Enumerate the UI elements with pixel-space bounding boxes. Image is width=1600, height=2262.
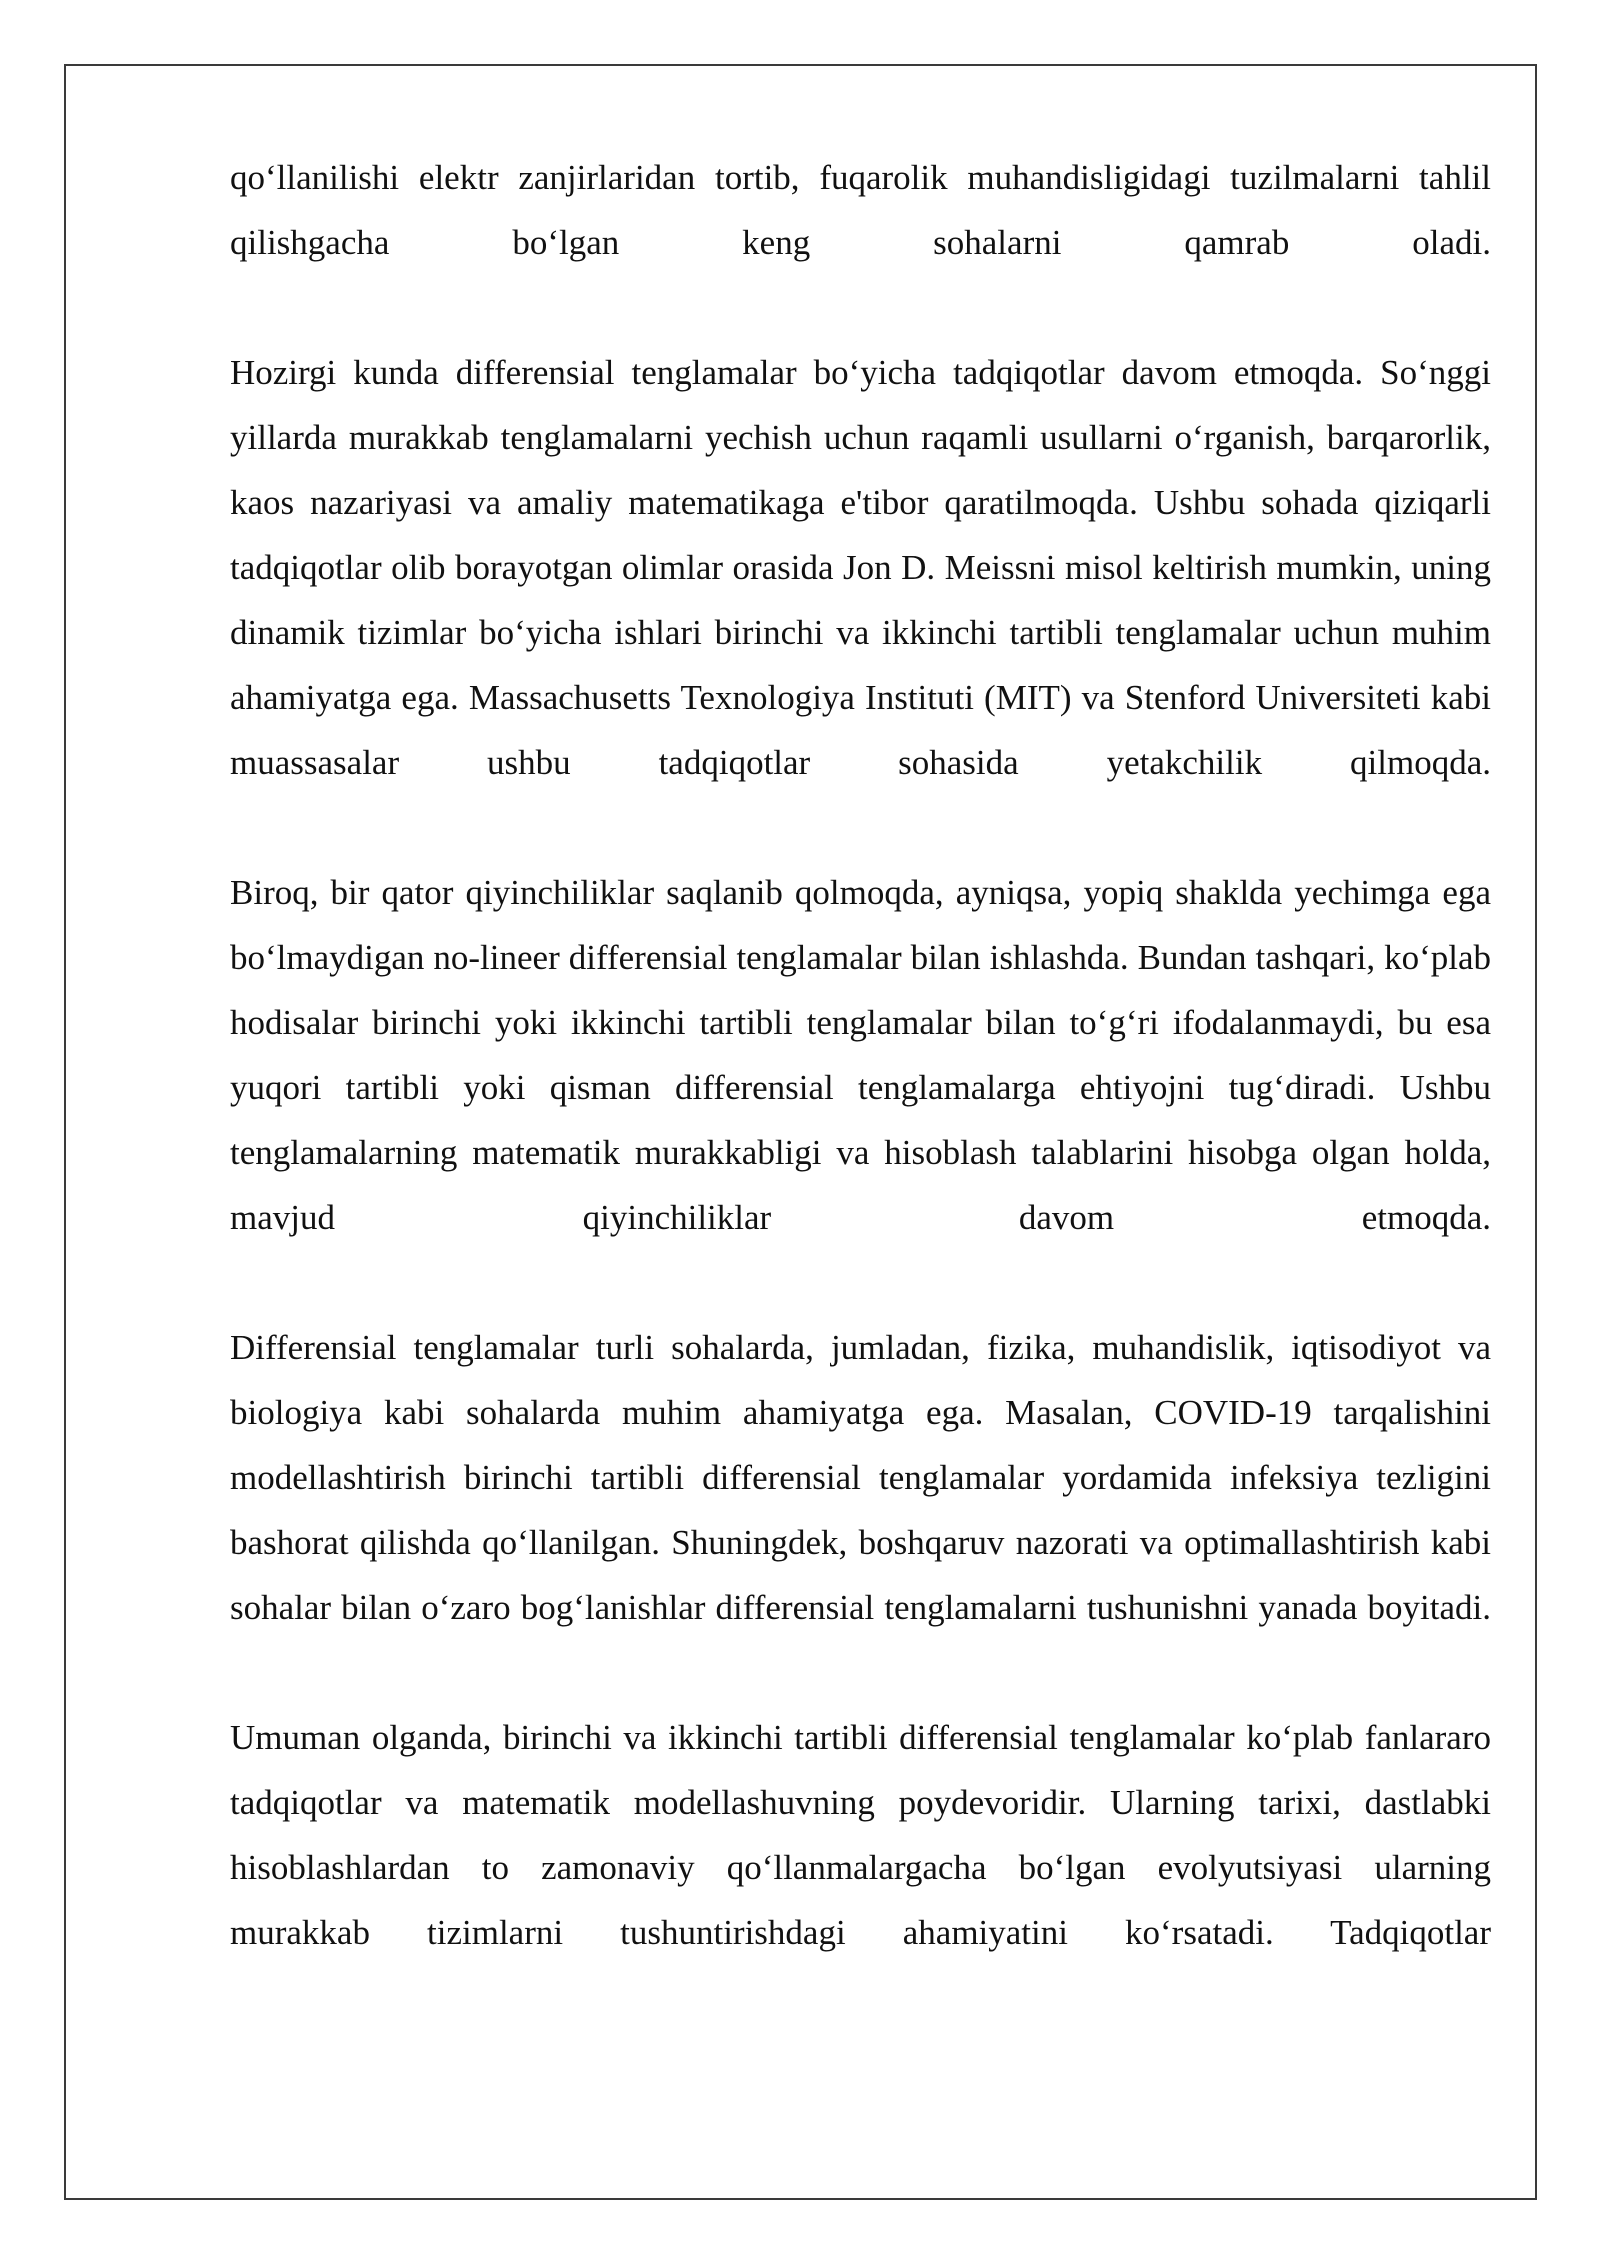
- document-body: [230, 145, 1491, 1965]
- paragraph-4: Differensial tenglamalar turli sohalarda, jumladan, fizika, muhandislik, iqtisodiyot va biologiya kabi sohalarda muhim ahamiyatga ega. Masalan, COVID-19 tarqalishini modellashtirish birinchi tartibli differensial tenglamalar yordamida infeksiya tezligini bashorat qilishda qo‘llanilgan. Shuningdek, boshqaruv nazorati va optimallashtirish kabi sohalar bilan o‘zaro bog‘lanishlar differensial tenglamalarni tushunishni yanada boyitadi.: [230, 1328, 1491, 1627]
- paragraph-1: qo‘llanilishi elektr zanjirlaridan tortib, fuqarolik muhandisligidagi tuzilmalarni tahlil qilishgacha bo‘lgan keng sohalarni qamrab oladi.: [230, 158, 1491, 262]
- paragraph-3: Biroq, bir qator qiyinchiliklar saqlanib qolmoqda, ayniqsa, yopiq shaklda yechimga ega bo‘lmaydigan no-lineer differensial tenglamalar bilan ishlashda. Bundan tashqari, ko‘plab hodisalar birinchi yoki ikkinchi tartibli tenglamalar bilan to‘g‘ri ifodalanmaydi, bu esa yuqori tartibli yoki qisman differensial tenglamalarga ehtiyojni tug‘diradi. Ushbu tenglamalarning matematik murakkabligi va hisoblash talablarini hisobga olgan holda, mavjud qiyinchiliklar davom etmoqda.: [230, 873, 1491, 1237]
- paragraph-2: Hozirgi kunda differensial tenglamalar bo‘yicha tadqiqotlar davom etmoqda. So‘nggi yillarda murakkab tenglamalarni yechish uchun raqamli usullarni o‘rganish, barqarorlik, kaos nazariyasi va amaliy matematikaga e'tibor qaratilmoqda. Ushbu sohada qiziqarli tadqiqotlar olib borayotgan olimlar orasida Jon D. Meissni misol keltirish mumkin, uning dinamik tizimlar bo‘yicha ishlari birinchi va ikkinchi tartibli tenglamalar uchun muhim ahamiyatga ega. Massachusetts Texnologiya Instituti (MIT) va Stenford Universiteti kabi muassasalar ushbu tadqiqotlar sohasida yetakchilik qilmoqda.: [230, 353, 1491, 782]
- paragraph-5: Umuman olganda, birinchi va ikkinchi tartibli differensial tenglamalar ko‘plab fanlararo tadqiqotlar va matematik modellashuvning poydevoridir. Ularning tarixi, dastlabki hisoblashlardan to zamonaviy qo‘llanmalargacha bo‘lgan evolyutsiyasi ularning murakkab tizimlarni tushuntirishdagi ahamiyatini ko‘rsatadi. Tadqiqotlar: [230, 1718, 1491, 1952]
